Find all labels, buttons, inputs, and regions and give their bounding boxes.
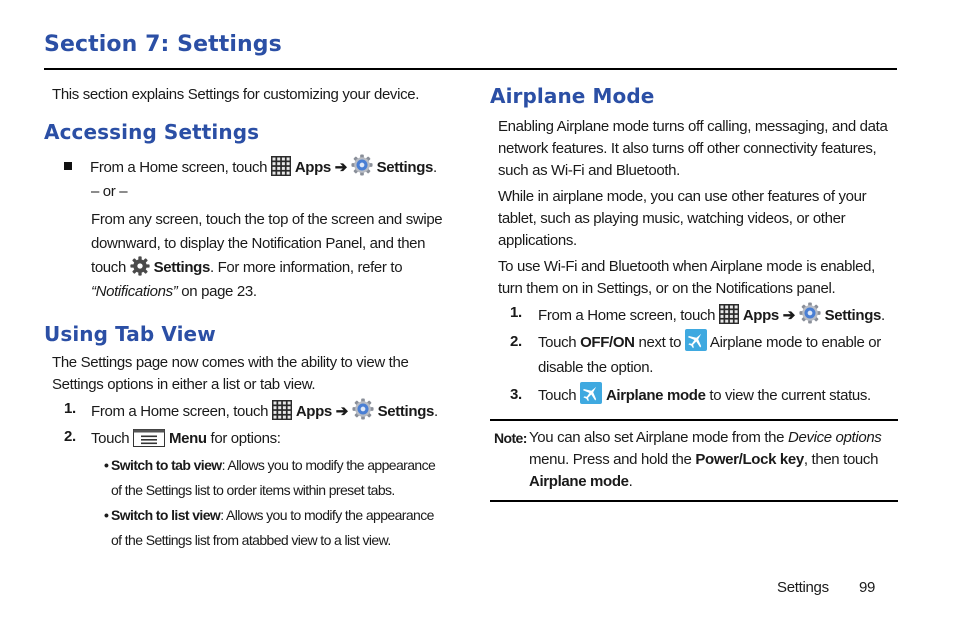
accessing-step-prefix: From a Home screen, touch [90, 159, 268, 176]
note-text-2: menu. Press and hold the [529, 451, 692, 468]
bullet-text: : Allows you to modify the appearance of the Settings list from atabbed view to a list view. [111, 507, 434, 548]
airplane-para-2: While in airplane mode, you can use other features of your tablet, such as playing music, watching videos, or other applications. [498, 188, 867, 249]
arrow-icon: ➔ [782, 307, 795, 324]
square-bullet-icon [64, 162, 72, 170]
note-text-4: . [628, 473, 633, 490]
apps-label: Apps [295, 403, 332, 420]
footer-section-label: Settings [777, 579, 829, 596]
apps-label: Apps [294, 159, 331, 176]
apps-grid-icon [272, 400, 292, 420]
title-rule [44, 68, 897, 70]
accessing-settings-heading: Accessing Settings [44, 120, 260, 144]
bullet-switch-tab-view: • Switch to tab view: Allows you to modify the appearance of the Settings list to order items within preset tabs. [104, 457, 436, 498]
airplane-mode-label: Airplane mode [605, 387, 706, 404]
airplane-icon [685, 329, 707, 351]
tab-view-intro: The Settings page now comes with the ability to view the Settings options in either a list or tab view. [52, 354, 409, 393]
settings-gear-blue-icon [351, 154, 373, 176]
note-text-3: , then touch [803, 451, 879, 468]
intro-text: This section explains Settings for customizing your device. [52, 86, 420, 103]
arrow-icon: ➔ [334, 159, 347, 176]
device-options-text: Device options [787, 429, 882, 446]
tab-view-step-1 [64, 398, 454, 424]
settings-gear-blue-icon [352, 398, 374, 420]
note-label: Note: [494, 430, 527, 446]
off-on-label: OFF/ON [580, 334, 635, 351]
air-step2-mid: next to [638, 334, 682, 351]
step-number: 1. [510, 304, 522, 321]
settings-label: Settings [376, 159, 433, 176]
airplane-mode-text: Airplane mode [529, 473, 629, 490]
step-number: 3. [510, 386, 522, 403]
airplane-para-1: Enabling Airplane mode turns off calling, messaging, and data network features. It also turns off other connectivity features, such as Wi-Fi and Bluetooth. [498, 118, 888, 179]
or-line: – or – [91, 183, 128, 200]
page-title: Section 7: Settings [44, 32, 282, 57]
accessing-para-settings: Settings [153, 259, 210, 276]
airplane-mode-heading: Airplane Mode [490, 84, 655, 108]
menu-label: Menu [168, 430, 207, 447]
tab-view-heading: Using Tab View [44, 322, 216, 346]
apps-label: Apps [742, 307, 779, 324]
tab-step2-suffix: for options: [210, 430, 281, 447]
settings-gear-blue-icon [799, 302, 821, 324]
accessing-para-2: . For more information, refer to [209, 259, 403, 276]
menu-icon [133, 429, 165, 447]
airplane-step-1 [510, 302, 898, 329]
period: . [433, 159, 437, 176]
accessing-para-1: From any screen, touch the top of the screen and swipe downward, to display the Notification Panel, and then touch [91, 211, 443, 276]
apps-grid-icon [271, 156, 291, 176]
notifications-reference: “Notifications” [91, 283, 178, 300]
bullet-switch-list-view: • Switch to list view: Allows you to modify the appearance of the Settings list from atabbed view to a list view. [104, 507, 434, 548]
period: . [434, 403, 438, 420]
tab-step2-prefix: Touch [91, 430, 130, 447]
air-step3-suffix: to view the current status. [709, 387, 871, 404]
step-number: 2. [510, 333, 522, 350]
period: . [881, 307, 885, 324]
airplane-icon [580, 382, 602, 404]
settings-gear-dark-icon [130, 256, 150, 276]
air-step1-prefix: From a Home screen, touch [538, 307, 716, 324]
accessing-para-3: on page 23. [181, 283, 257, 300]
bullet-term: Switch to list view [111, 507, 221, 523]
airplane-step-2 [510, 329, 898, 380]
page-number: 99 [859, 579, 876, 596]
accessing-step [64, 154, 454, 180]
settings-label: Settings [377, 403, 434, 420]
note-text-1: You can also set Airplane mode from the [529, 429, 785, 446]
step-number: 1. [64, 400, 76, 417]
tab-view-step-2 [64, 426, 454, 451]
note-box [490, 419, 898, 502]
right-column [490, 84, 898, 502]
bullet-term: Switch to tab view [111, 457, 222, 473]
settings-label: Settings [824, 307, 881, 324]
airplane-step-3 [510, 382, 898, 409]
accessing-paragraph [91, 208, 454, 304]
arrow-icon: ➔ [335, 403, 348, 420]
bullet-text: : Allows you to modify the appearance of the Settings list to order items within preset tabs. [111, 457, 436, 498]
air-step3-prefix: Touch [538, 387, 577, 404]
airplane-para-3: To use Wi-Fi and Bluetooth when Airplane mode is enabled, turn them on in Settings, or on the Notifications panel. [498, 258, 875, 297]
air-step2-prefix: Touch [538, 334, 577, 351]
apps-grid-icon [719, 304, 739, 324]
left-column [44, 84, 454, 553]
air-step2-suffix: Airplane mode to enable or disable the option. [538, 334, 881, 376]
power-lock-key-text: Power/Lock key [695, 451, 804, 468]
step-number: 2. [64, 428, 76, 445]
tab-step1-prefix: From a Home screen, touch [91, 403, 269, 420]
